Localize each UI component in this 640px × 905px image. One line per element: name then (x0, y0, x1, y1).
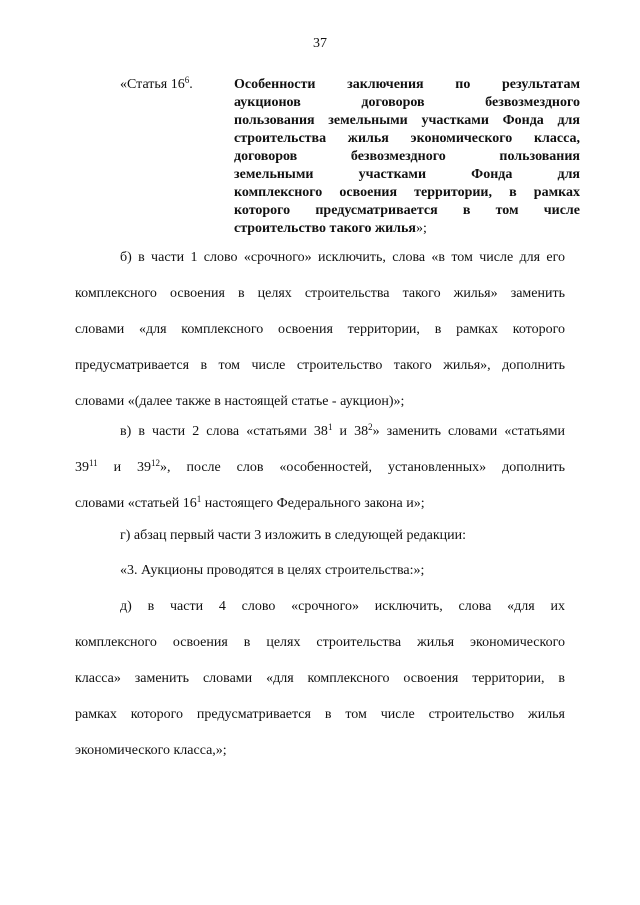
paragraph-line: предусматривается в том числе строительство такого жилья», дополнить (75, 358, 565, 373)
article-title (234, 76, 580, 238)
paragraph-b (75, 240, 565, 420)
title-line: аукционов договоров безвозмездного (234, 95, 580, 110)
title-line: земельными участками Фонда для (234, 167, 580, 182)
paragraph-line: $39^{11}$ и $39^{12}$», после слов «особенностей, установленных» дополнить (75, 458, 566, 475)
paragraph-line: г) абзац первый части 3 изложить в следующей редакции: (120, 528, 467, 543)
article-label: «Статья $16^6$. (120, 75, 193, 92)
title-line: которого предусматривается в том числе (234, 203, 580, 218)
title-line: строительства жилья экономического класса, (234, 131, 580, 146)
paragraph-line: словами «статьей $16^1$ настоящего Федерального закона и»; (75, 494, 425, 511)
title-line: комплексного освоения территории, в рамках (234, 185, 580, 200)
paragraph-g (75, 518, 565, 554)
title-line: строительство такого жилья»; (234, 221, 427, 236)
paragraph-line: комплексного освоения в целях строительства жилья экономического (75, 635, 565, 650)
paragraph-line: в) в части 2 слова «статьями $38^1$ и $38^2$» заменить словами «статьями (120, 422, 565, 439)
paragraph-v (75, 414, 565, 522)
paragraph-line: комплексного освоения в целях строительства такого жилья» заменить (75, 286, 565, 301)
paragraph-quote-3 (75, 553, 565, 589)
page-number: 37 (313, 36, 327, 51)
paragraph-line: словами «для комплексного освоения территории, в рамках которого (75, 322, 565, 337)
paragraph-line: д) в части 4 слово «срочного» исключить, слова «для их (120, 599, 565, 614)
paragraph-line: рамках которого предусматривается в том числе строительство жилья (75, 707, 565, 722)
paragraph-line: б) в части 1 слово «срочного» исключить, слова «в том числе для его (120, 250, 565, 265)
paragraph-d (75, 589, 565, 769)
title-line: Особенности заключения по результатам (234, 77, 580, 92)
paragraph-line: «3. Аукционы проводятся в целях строительства:»; (120, 563, 425, 578)
paragraph-line: экономического класса,»; (75, 743, 227, 758)
title-line: пользования земельными участками Фонда для (234, 113, 580, 128)
title-line: договоров безвозмездного пользования (234, 149, 580, 164)
paragraph-line: словами «(далее также в настоящей статье - аукцион)»; (75, 394, 405, 409)
paragraph-line: класса» заменить словами «для комплексного освоения территории, в (75, 671, 565, 686)
